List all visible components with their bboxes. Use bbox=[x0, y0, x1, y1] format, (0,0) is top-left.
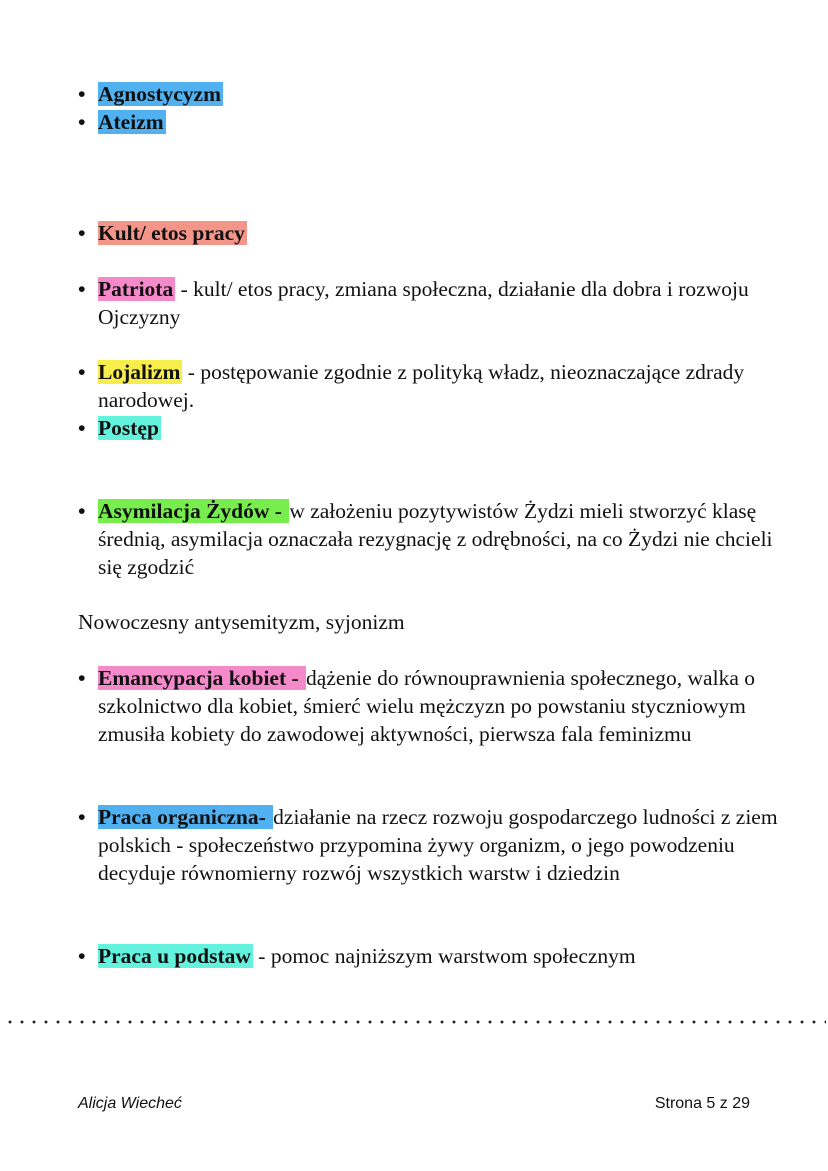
list-item bbox=[78, 275, 788, 331]
term-highlight: Praca organiczna- bbox=[98, 805, 272, 829]
list-item bbox=[78, 358, 788, 414]
list-item bbox=[78, 219, 788, 247]
term-description: - kult/ etos pracy, zmiana społeczna, działanie dla dobra i rozwoju Ojczyzny bbox=[98, 277, 749, 329]
term-highlight: Patriota bbox=[98, 277, 174, 301]
footer-page-number: Strona 5 z 29 bbox=[654, 1095, 750, 1112]
dotted-divider bbox=[4, 1019, 826, 1025]
term-description: - postępowanie zgodnie z polityką władz, nieoznaczające zdrady narodowej. bbox=[98, 360, 745, 412]
list-item bbox=[78, 414, 788, 442]
bullet-icon: • bbox=[78, 416, 86, 440]
term-description: - pomoc najniższym warstwom społecznym bbox=[252, 944, 636, 968]
term-highlight: Kult/ etos pracy bbox=[98, 221, 245, 245]
term-description: dążenie do równouprawnienia społecznego, walka o szkolnictwo dla kobiet, śmierć wielu mężczyzn po powstaniu styczniowym zmusiła kobiety do zawodowej aktywności, pierwsza fala feminizmu bbox=[98, 666, 755, 746]
bullet-icon: • bbox=[78, 277, 86, 301]
bullet-icon: • bbox=[78, 360, 86, 384]
list-item bbox=[78, 942, 788, 970]
term-highlight: Postęp bbox=[98, 416, 159, 440]
list-item bbox=[78, 664, 788, 748]
term-highlight: Lojalizm bbox=[98, 360, 181, 384]
list-item bbox=[78, 497, 788, 581]
term-highlight: Praca u podstaw bbox=[98, 944, 251, 968]
list-item bbox=[78, 803, 788, 887]
plain-text-line: Nowoczesny antysemityzm, syjonizm bbox=[78, 610, 405, 634]
term-highlight: Ateizm bbox=[98, 110, 164, 134]
term-highlight: Emancypacja kobiet - bbox=[98, 666, 305, 690]
term-highlight: Agnostycyzm bbox=[98, 82, 222, 106]
list-item bbox=[78, 108, 788, 136]
term-description: działanie na rzecz rozwoju gospodarczego ludności z ziem polskich - społeczeństwo przypomina żywy organizm, o jego powodzeniu decyduje równomierny rozwój wszystkich warstw i dziedzin bbox=[98, 805, 778, 885]
bullet-icon: • bbox=[78, 944, 86, 968]
bullet-icon: • bbox=[78, 82, 86, 106]
footer-author: Alicja Wiecheć bbox=[78, 1095, 182, 1112]
term-description: w założeniu pozytywistów Żydzi mieli stworzyć klasę średnią, asymilacja oznaczała rezygnację z odrębności, na co Żydzi nie chcieli się zgodzić bbox=[98, 499, 773, 579]
bullet-icon: • bbox=[78, 805, 86, 829]
term-highlight: Asymilacja Żydów - bbox=[98, 499, 288, 523]
bullet-icon: • bbox=[78, 499, 86, 523]
list-item bbox=[78, 80, 788, 108]
bullet-icon: • bbox=[78, 110, 86, 134]
bullet-icon: • bbox=[78, 221, 86, 245]
bullet-icon: • bbox=[78, 666, 86, 690]
